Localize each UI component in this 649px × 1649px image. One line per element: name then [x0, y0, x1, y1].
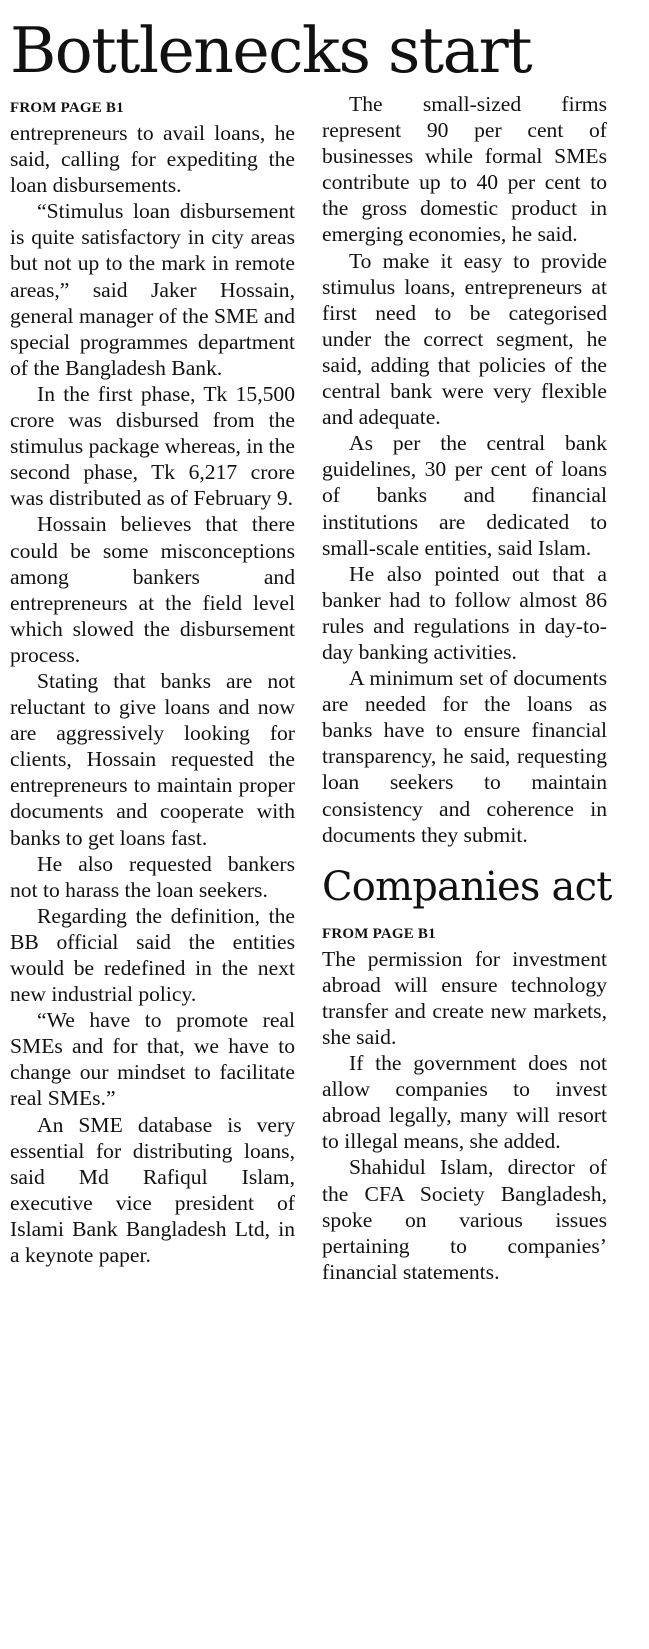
paragraph: “We have to promote real SMEs and for that, we have to change our mindset to facilitate real SMEs.” — [10, 1008, 295, 1111]
paragraph: If the government does not allow companies to invest abroad legally, many will resort to illegal means, she added. — [322, 1051, 607, 1154]
paragraph: To make it easy to provide stimulus loans, entrepreneurs at first need to be categorised under the correct segment, he said, adding that policies of the central bank were very flexible and adequate. — [322, 248, 607, 430]
right-column — [322, 91, 612, 1285]
paragraph: Hossain believes that there could be some misconceptions among bankers and entrepreneurs at the field level which slowed the disbursement process. — [10, 512, 295, 667]
article-headline: Bottlenecks start — [10, 14, 532, 87]
paragraph: Regarding the definition, the BB official said the entities would be redefined in the next new industrial policy. — [10, 903, 295, 1007]
paragraph: An SME database is very essential for distributing loans, said Md Rafiqul Islam, executive vice president of Islami Bank Bangladesh Ltd, in a keynote paper. — [10, 1112, 295, 1268]
paragraph: A minimum set of documents are needed for the loans as banks have to ensure financial transparency, he said, requesting loan seekers to maintain consistency and coherence in documents they submit. — [322, 666, 607, 847]
paragraph: He also pointed out that a banker had to follow almost 86 rules and regulations in day-to-day banking activities. — [322, 561, 607, 664]
paragraph: He also requested bankers not to harass the loan seekers. — [10, 851, 295, 902]
paragraph: Shahidul Islam, director of the CFA Society Bangladesh, spoke on various issues pertaining to companies’ financial statements. — [322, 1155, 607, 1284]
paragraph: “Stimulus loan disbursement is quite satisfactory in city areas but not up to the mark in remote areas,” said Jaker Hossain, general manager of the SME and special programmes department of the Bangladesh Bank. — [10, 199, 295, 380]
paragraph: Stating that banks are not reluctant to give loans and now are aggressively looking for clients, Hossain requested the entrepreneurs to maintain proper documents and cooperate with banks to get loans fast. — [10, 668, 295, 850]
from-page-label: FROM PAGE B1 — [10, 100, 124, 116]
from-page-label: FROM PAGE B1 — [322, 925, 436, 942]
paragraph: In the first phase, Tk 15,500 crore was disbursed from the stimulus package whereas, in the second phase, Tk 6,217 crore was distributed as of February 9. — [10, 381, 295, 511]
paragraph: The permission for investment abroad will ensure technology transfer and create new markets, she said. — [322, 946, 607, 1049]
left-column — [10, 96, 295, 1268]
paragraph: entrepreneurs to avail loans, he said, calling for expediting the loan disbursements. — [10, 121, 295, 198]
paragraph: The small-sized firms represent 90 per cent of businesses while formal SMEs contribute up to 40 per cent to the gross domestic product in emerging economies, he said. — [322, 92, 607, 247]
second-article-headline: Companies act — [322, 863, 612, 910]
paragraph: As per the central bank guidelines, 30 per cent of loans of banks and financial institutions are dedicated to small-scale entities, said Islam. — [322, 431, 607, 560]
